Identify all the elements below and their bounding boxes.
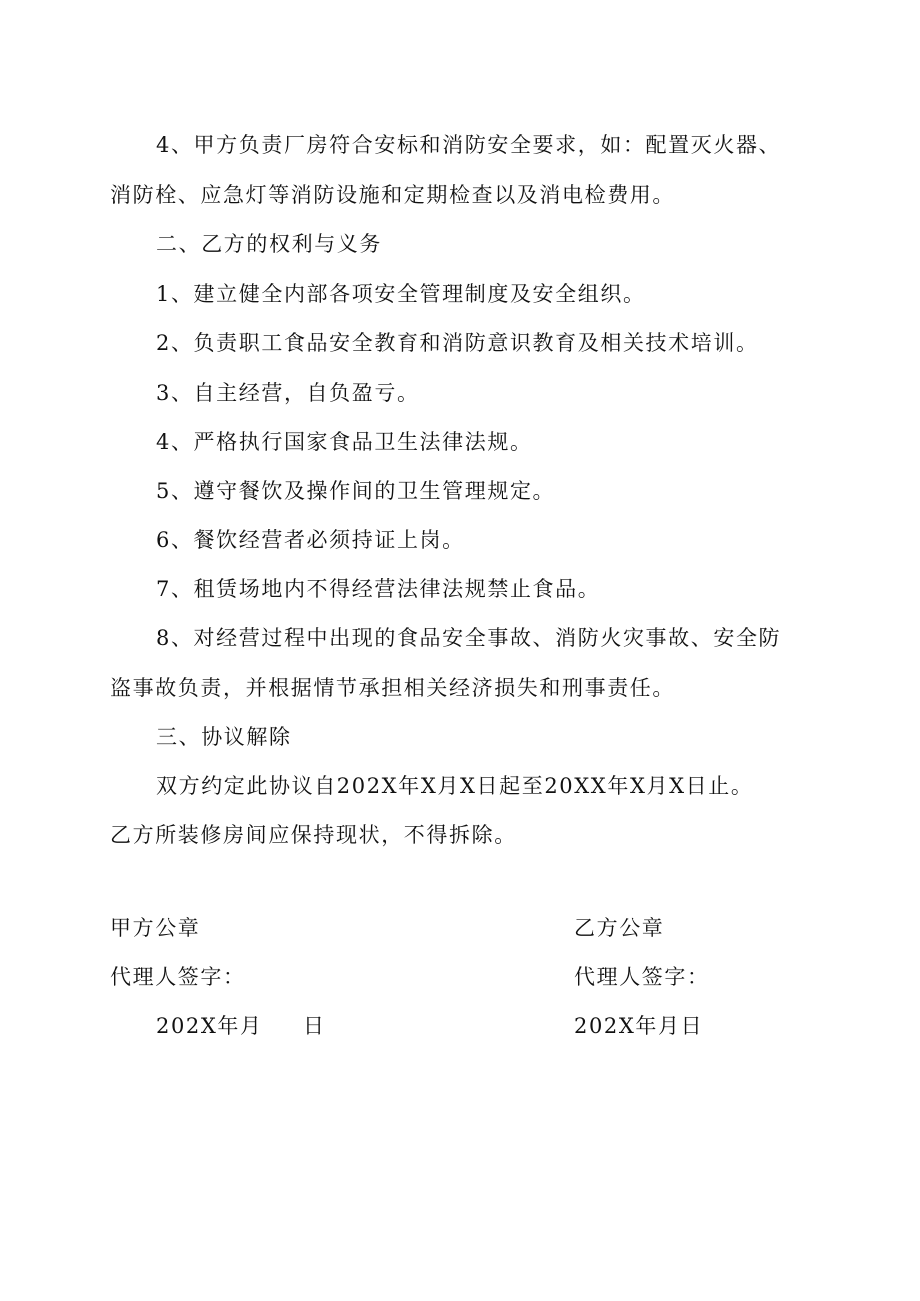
list-item-7: 7、租赁场地内不得经营法律法规禁止食品。 (156, 577, 601, 601)
party-b-seal-label: 乙方公章 (574, 916, 665, 940)
party-a-agent-signature-label: 代理人签字： (110, 965, 246, 989)
list-item-5: 5、遵守餐饮及操作间的卫生管理规定。 (156, 479, 556, 503)
termination-line-2: 乙方所装修房间应保持现状，不得拆除。 (110, 823, 517, 847)
list-item-4: 4、严格执行国家食品卫生法律法规。 (156, 430, 533, 454)
party-a-seal-label: 甲方公章 (110, 916, 201, 940)
list-item-6: 6、餐饮经营者必须持证上岗。 (156, 528, 465, 552)
party-a-date-year-month: 202X年月 (156, 1014, 263, 1038)
section-heading-3: 三、协议解除 (156, 725, 292, 749)
party-b-date: 202X年月日 (574, 1014, 704, 1038)
list-item-3: 3、自主经营，自负盈亏。 (156, 381, 420, 405)
paragraph-line-1: 4、甲方负责厂房符合安标和消防安全要求，如：配置灭火器、 (156, 133, 782, 157)
list-item-1: 1、建立健全内部各项安全管理制度及安全组织。 (156, 282, 646, 306)
party-a-date-day: 日 (303, 1014, 326, 1038)
termination-line-1: 双方约定此协议自202X年X月X日起至20XX年X月X日止。 (156, 774, 754, 798)
list-item-8-line-2: 盗事故负责，并根据情节承担相关经济损失和刑事责任。 (110, 676, 675, 700)
section-heading-2: 二、乙方的权利与义务 (156, 232, 382, 256)
party-b-agent-signature-label: 代理人签字： (574, 965, 710, 989)
list-item-2: 2、负责职工食品安全教育和消防意识教育及相关技术培训。 (156, 331, 759, 355)
list-item-8-line-1: 8、对经营过程中出现的食品安全事故、消防火灾事故、安全防 (156, 626, 782, 650)
paragraph-line-2: 消防栓、应急灯等消防设施和定期检查以及消电检费用。 (110, 183, 675, 207)
